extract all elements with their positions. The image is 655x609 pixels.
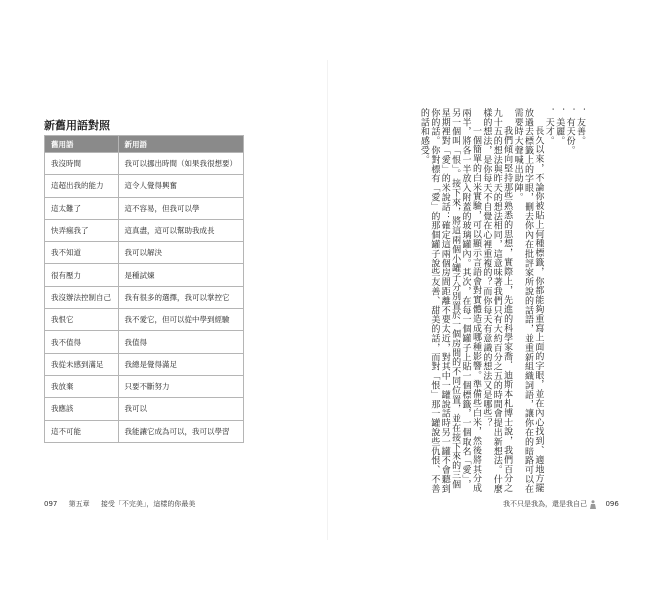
paragraph: 一個簡單的白米實驗，可以顯示言語會對實體造成哪種影響。準備些白米，然後將其分成兩半，將各一半放入附蓋的玻璃罐內。其次，在每一個罐子上貼一個標籤，一個取名「愛」，另一個叫「恨」。接下來，將這兩個小罐子分別置於一個房間的不同位置，並在接下來的三個星期裡對「愛」的米說話：確定這兩個房間距離不要太近，對其中一罐說話時另一罐不會聽到你的話。你對標有「愛」的那個罐子說些友善、甜美的話，而對「恨」那一罐說些仇恨、不善的話和感受。	[418, 108, 481, 494]
page-number: 097	[44, 500, 58, 508]
table-title: 新舊用語對照	[44, 119, 110, 132]
bullet-item: ．有天份。	[564, 108, 575, 155]
left-page	[0, 0, 327, 609]
column-header-old: 舊用語	[45, 136, 119, 153]
body-text-vertical	[345, 108, 585, 494]
new-term: 我不愛它，但可以從中學到經驗	[118, 309, 244, 331]
new-term: 這令人覺得興奮	[118, 175, 244, 197]
chapter-title: 接受「不完美」，這樣的你最美	[100, 500, 196, 508]
left-page-footer	[44, 499, 204, 509]
table-row	[45, 242, 244, 264]
table-row	[45, 175, 244, 197]
word-comparison-table	[44, 135, 244, 443]
old-term: 這不可能	[45, 420, 119, 442]
table-row	[45, 219, 244, 241]
table-row	[45, 153, 244, 175]
old-term: 我應該	[45, 398, 119, 420]
table-row	[45, 264, 244, 286]
old-term: 很有壓力	[45, 264, 119, 286]
table-header-row	[45, 136, 244, 153]
bullet-item: ．天才。	[543, 108, 554, 146]
table-row	[45, 197, 244, 219]
table-row	[45, 420, 244, 442]
old-term: 我從未感到滿足	[45, 353, 119, 375]
new-term: 是種試煉	[118, 264, 244, 286]
chapter-label: 第五章	[68, 500, 90, 508]
old-term: 我沒辦法控制自己	[45, 286, 119, 308]
new-term: 只要不斷努力	[118, 375, 244, 397]
old-term: 這太難了	[45, 197, 119, 219]
table-row	[45, 375, 244, 397]
table-row	[45, 309, 244, 331]
bullet-item: ．美麗。	[554, 108, 565, 146]
right-page-footer	[497, 499, 619, 509]
new-term: 這真盡，這可以幫助我成長	[118, 219, 244, 241]
table-row	[45, 286, 244, 308]
paragraph: 我們傾向堅持那些熟悉的思想，實際上，先進的科學家喬．迪斯本札博士說，我們百分之九十五的想法與昨天的想法相同，這意味著我們只有大約百分之五的時間會提出新想法。什麼樣的想法，是你每天不自覺在心裡重複的？而你每天有意識的想法又是哪些？	[481, 108, 513, 494]
old-term: 這超出我的能力	[45, 175, 119, 197]
book-spine	[327, 60, 328, 540]
new-term: 我可以解決	[118, 242, 244, 264]
table-row	[45, 353, 244, 375]
old-term: 快弄瘋我了	[45, 219, 119, 241]
new-term: 我值得	[118, 331, 244, 353]
old-term: 我恨它	[45, 309, 119, 331]
bullet-item: ．友善。	[575, 108, 585, 146]
page-number: 096	[605, 500, 619, 508]
new-term: 我總是覺得滿足	[118, 353, 244, 375]
paragraph: 長久以來，不論你被貼上何種標籤，你都能夠重寫上面的字眼，並在內心找到、適地方擺放過去標籤上的字眼，刪去你內在批評家所說的話語，並重新組織詞語，讓你在的暗路可以在需要時大聲喊出助陣。	[512, 108, 544, 494]
new-term: 我有很多的選擇，我可以掌控它	[118, 286, 244, 308]
book-title: 我不只是我為，還是我自己	[503, 500, 587, 508]
new-term: 我可以	[118, 398, 244, 420]
new-term: 我能讓它成為可以，我可以學習	[118, 420, 244, 442]
old-term: 我不知道	[45, 242, 119, 264]
column-header-new: 新用語	[118, 136, 244, 153]
table-row	[45, 398, 244, 420]
figure-icon	[589, 500, 597, 509]
table-row	[45, 331, 244, 353]
old-term: 我不值得	[45, 331, 119, 353]
old-term: 我沒時間	[45, 153, 119, 175]
new-term: 這不容易，但我可以學	[118, 197, 244, 219]
new-term: 我可以挪出時間（如果我很想要）	[118, 153, 244, 175]
old-term: 我放棄	[45, 375, 119, 397]
